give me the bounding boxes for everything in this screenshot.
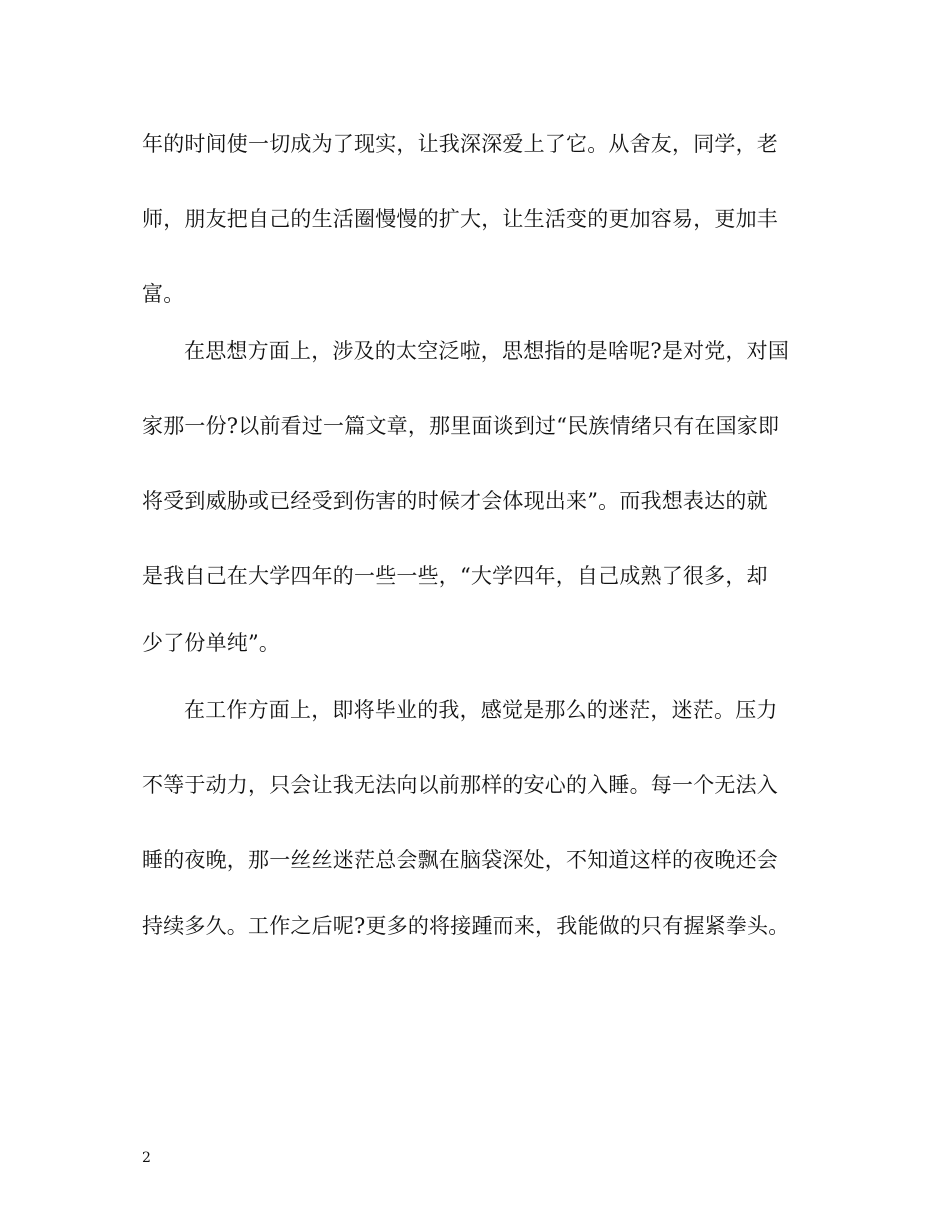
text-line-3: 富。 xyxy=(142,282,185,306)
text-line-1: 年的时间使一切成为了现实，让我深深爱上了它。从舍友，同学，老 xyxy=(142,132,778,156)
paragraph-2-line-1: 在思想方面上，涉及的太空泛啦，思想指的是啥呢?是对党，对国 xyxy=(184,339,790,363)
paragraph-2-line-3: 将受到威胁或已经受到伤害的时候才会体现出来”。而我想表达的就 xyxy=(142,489,768,513)
paragraph-3-line-4: 持续多久。工作之后呢?更多的将接踵而来，我能做的只有握紧拳头。 xyxy=(142,914,790,938)
paragraph-3-line-1: 在工作方面上，即将毕业的我，感觉是那么的迷茫，迷茫。压力 xyxy=(184,698,778,722)
paragraph-3-line-2: 不等于动力，只会让我无法向以前那样的安心的入睡。每一个无法入 xyxy=(142,773,778,797)
paragraph-3-line-3: 睡的夜晚，那一丝丝迷茫总会飘在脑袋深处，不知道这样的夜晚还会 xyxy=(142,848,778,872)
paragraph-2-line-2: 家那一份?以前看过一篇文章，那里面谈到过“民族情绪只有在国家即 xyxy=(142,414,780,438)
paragraph-2-line-5: 少了份单纯”。 xyxy=(142,631,281,655)
paragraph-2-line-4: 是我自己在大学四年的一些一些，“大学四年，自己成熟了很多，却 xyxy=(142,564,768,588)
page-number: 2 xyxy=(142,1150,151,1166)
text-line-2: 师，朋友把自己的生活圈慢慢的扩大，让生活变的更加容易，更加丰 xyxy=(142,207,778,231)
